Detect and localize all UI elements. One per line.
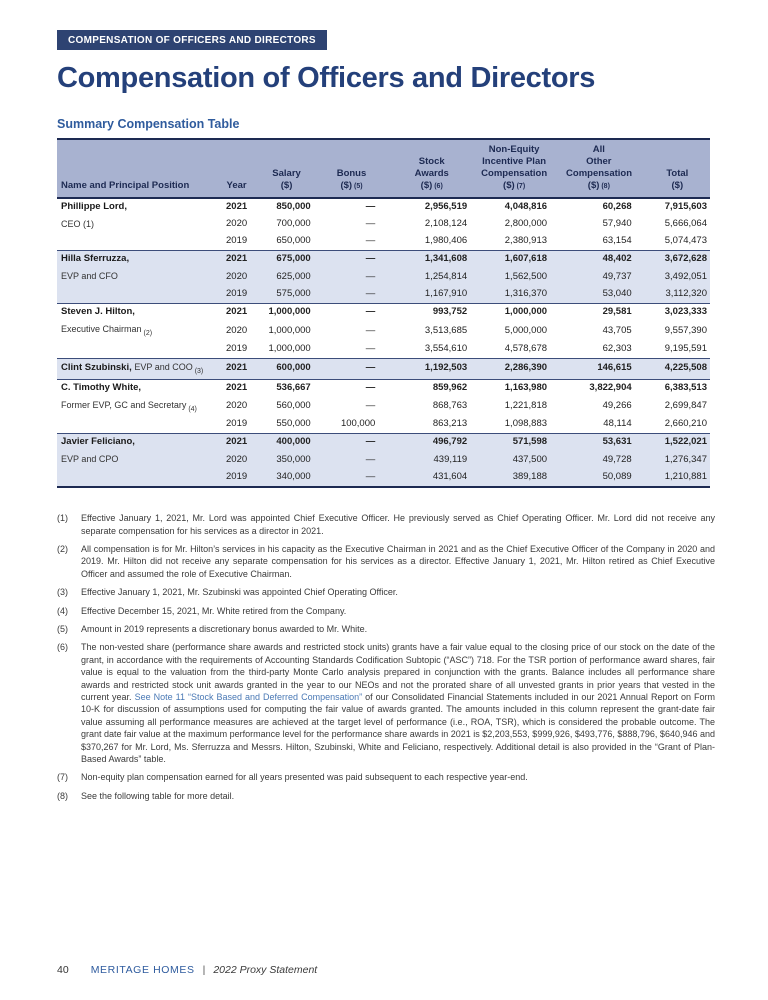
salary-cell: 1,000,000 bbox=[268, 342, 311, 354]
bonus-cell: 100,000 bbox=[340, 418, 376, 430]
table-row bbox=[57, 397, 710, 417]
bonus-cell: — bbox=[325, 268, 394, 286]
page-footer bbox=[57, 964, 317, 976]
executive-title: EVP and CPO bbox=[61, 454, 119, 465]
column-header-total: Total ($) bbox=[645, 139, 710, 198]
salary-cell: 700,000 bbox=[276, 218, 311, 230]
salary-cell: 536,667 bbox=[259, 379, 324, 396]
salary-cell: 625,000 bbox=[259, 268, 324, 286]
executive-name-cell bbox=[57, 286, 214, 303]
executive-name-cell bbox=[57, 469, 214, 487]
total-cell: 6,383,513 bbox=[645, 379, 710, 396]
footnote-item bbox=[57, 543, 715, 580]
table-row bbox=[57, 341, 710, 358]
executive-name-cell bbox=[57, 268, 214, 286]
neip-cell: 5,000,000 bbox=[504, 324, 548, 336]
neip-cell: 1,607,618 bbox=[478, 251, 563, 268]
executive-title: EVP and COO $_{(3)}$ bbox=[134, 361, 204, 375]
stock-cell: 3,513,685 bbox=[424, 324, 468, 336]
column-header-other: All Other Compensation ($) (8) bbox=[563, 139, 645, 198]
column-header-neip: Non-Equity Incentive Plan Compensation ($) (7) bbox=[478, 139, 563, 198]
year-cell: 2021 bbox=[214, 434, 260, 451]
footnote-item bbox=[57, 586, 715, 598]
executive-name-cell bbox=[57, 251, 214, 268]
footnote-text: Effective December 15, 2021, Mr. White retired from the Company. bbox=[81, 605, 347, 616]
table-row bbox=[57, 198, 710, 216]
total-cell: 3,023,333 bbox=[645, 304, 710, 321]
year-cell: 2020 bbox=[226, 400, 248, 412]
brand-name: MERITAGE HOMES bbox=[90, 964, 195, 976]
stock-cell: 863,213 bbox=[432, 418, 468, 430]
executive-name: Phillippe Lord, bbox=[61, 200, 127, 212]
neip-cell: 389,188 bbox=[478, 469, 563, 487]
table-row bbox=[57, 358, 710, 379]
other-cell: 57,940 bbox=[602, 218, 632, 230]
footnote-text: Non-equity plan compensation earned for all years presented was paid subsequent to each respective year-end. bbox=[81, 772, 528, 783]
table-row bbox=[57, 416, 710, 433]
executive-title: Executive Chairman $_{(2)}$ bbox=[61, 324, 153, 337]
table-row bbox=[57, 233, 710, 250]
table-row bbox=[57, 321, 710, 341]
note-11-link[interactable]: See Note 11 “Stock Based and Deferred Compensation” bbox=[134, 692, 363, 703]
footnote-text: See the following table for more detail. bbox=[81, 790, 235, 801]
executive-name-cell bbox=[57, 451, 214, 469]
other-cell: 3,822,904 bbox=[563, 379, 645, 396]
year-cell: 2020 bbox=[226, 218, 248, 230]
other-cell: 43,705 bbox=[602, 324, 632, 336]
neip-cell: 1,098,883 bbox=[504, 418, 548, 430]
total-cell: 1,276,347 bbox=[645, 451, 710, 469]
total-cell: 5,074,473 bbox=[664, 235, 707, 247]
footnote-text-segment: The non-vested share (performance share awards and restricted stock units) grants have a fair value equal to the closing price of our stock on the date of the grant, in accordance with the requirements of Accounting Standards Codification Subtopic (“ASC”) 718. For the TSR portion of performance award shares, fair value is equal to the valuation from the third-party Monte Carlo analysis prepared in conjunction with the grants. Balance includes all performance share awards and restricted stock unit awards granted in the year to our NEOs and not the prorated share of all unvested grants in prior years that vested in the current year. bbox=[81, 642, 715, 703]
footnote-number: (6) bbox=[57, 642, 68, 653]
salary-cell: 575,000 bbox=[259, 286, 324, 303]
total-cell: 3,672,628 bbox=[645, 251, 710, 268]
table-row bbox=[57, 434, 710, 451]
total-cell: 3,112,320 bbox=[645, 286, 710, 303]
footnote-item bbox=[57, 605, 715, 617]
neip-cell: 437,500 bbox=[478, 451, 563, 469]
table-header-row bbox=[57, 139, 710, 198]
total-cell: 5,666,064 bbox=[664, 218, 707, 230]
bonus-cell: — bbox=[325, 286, 394, 303]
stock-cell: 1,254,814 bbox=[393, 268, 478, 286]
other-cell: 50,089 bbox=[563, 469, 645, 487]
year-cell: 2019 bbox=[214, 469, 260, 487]
summary-compensation-table bbox=[57, 138, 710, 488]
stock-cell: 496,792 bbox=[393, 434, 478, 451]
table-body bbox=[57, 198, 710, 488]
neip-cell: 2,800,000 bbox=[504, 218, 548, 230]
table-row bbox=[57, 451, 710, 469]
column-header-bonus: Bonus ($) (5) bbox=[325, 139, 394, 198]
executive-title: CEO (1) bbox=[61, 218, 95, 229]
document-name: 2022 Proxy Statement bbox=[213, 964, 318, 976]
bonus-cell: — bbox=[365, 342, 376, 354]
salary-cell: 550,000 bbox=[276, 418, 311, 430]
executive-name-cell bbox=[57, 321, 214, 341]
executive-name-cell bbox=[57, 304, 214, 321]
other-cell: 49,266 bbox=[602, 400, 632, 412]
total-cell: 4,225,508 bbox=[645, 358, 710, 379]
bonus-cell: — bbox=[365, 218, 376, 230]
footnote-item bbox=[57, 641, 715, 765]
footer-separator: | bbox=[202, 964, 206, 976]
footnote-item bbox=[57, 771, 715, 783]
stock-cell: 1,980,406 bbox=[424, 235, 468, 247]
executive-name-cell bbox=[57, 358, 214, 379]
neip-cell: 1,562,500 bbox=[478, 268, 563, 286]
stock-cell: 2,956,519 bbox=[424, 200, 468, 212]
year-cell: 2019 bbox=[214, 286, 260, 303]
neip-cell: 4,048,816 bbox=[504, 200, 548, 212]
year-cell: 2021 bbox=[214, 358, 260, 379]
footnote-number: (7) bbox=[57, 772, 68, 783]
year-cell: 2019 bbox=[226, 235, 248, 247]
footnote-text: All compensation is for Mr. Hilton’s services in his capacity as the Executive Chairman in 2021 and as the Chief Executive Officer of the Company in 2020 and 2019. Mr. Hilton did not receive any separate compensation for his services as a director. Effective January 1, 2021, Mr. Hilton retired as Chief Executive Officer and assumed the role of Executive Chairman. bbox=[81, 543, 715, 579]
total-cell: 9,557,390 bbox=[664, 324, 707, 336]
neip-cell: 1,316,370 bbox=[478, 286, 563, 303]
year-cell: 2021 bbox=[226, 200, 248, 212]
other-cell: 49,737 bbox=[563, 268, 645, 286]
year-cell: 2021 bbox=[214, 304, 260, 321]
other-cell: 29,581 bbox=[563, 304, 645, 321]
section-eyebrow-banner: COMPENSATION OF OFFICERS AND DIRECTORS bbox=[57, 30, 327, 50]
salary-cell: 560,000 bbox=[276, 400, 311, 412]
footnote-number: (5) bbox=[57, 623, 68, 634]
footnote-text: Amount in 2019 represents a discretionary bonus awarded to Mr. White. bbox=[81, 623, 368, 634]
salary-cell: 650,000 bbox=[276, 235, 311, 247]
bonus-cell: — bbox=[365, 324, 376, 336]
table-section-title: Summary Compensation Table bbox=[57, 117, 240, 131]
other-cell: 62,303 bbox=[602, 342, 632, 354]
executive-name-cell bbox=[57, 198, 214, 216]
salary-cell: 1,000,000 bbox=[268, 324, 311, 336]
stock-cell: 2,108,124 bbox=[424, 218, 468, 230]
other-cell: 53,040 bbox=[563, 286, 645, 303]
table-head bbox=[57, 139, 710, 198]
neip-cell: 2,380,913 bbox=[504, 235, 548, 247]
executive-title: Former EVP, GC and Secretary $_{(4)}$ bbox=[61, 399, 197, 413]
table-row bbox=[57, 379, 710, 396]
neip-cell: 571,598 bbox=[478, 434, 563, 451]
column-header-year: Year bbox=[214, 139, 260, 198]
table-row bbox=[57, 268, 710, 286]
footnote-item bbox=[57, 623, 715, 635]
column-header-name: Name and Principal Position bbox=[57, 139, 214, 198]
footnote-text: Effective January 1, 2021, Mr. Lord was appointed Chief Executive Officer. He previously served as Chief Operating Officer. Mr. Lord did not receive any separate compensation for his services as a director in 2021. bbox=[81, 513, 715, 536]
salary-cell: 400,000 bbox=[259, 434, 324, 451]
footnote-item bbox=[57, 512, 715, 537]
footnote-text bbox=[81, 641, 715, 765]
table-row bbox=[57, 216, 710, 234]
other-cell: 146,615 bbox=[563, 358, 645, 379]
total-cell: 1,522,021 bbox=[645, 434, 710, 451]
salary-cell: 350,000 bbox=[259, 451, 324, 469]
bonus-cell: — bbox=[365, 400, 376, 412]
neip-cell: 1,221,818 bbox=[504, 400, 548, 412]
footnote-text-segment: of our Consolidated Financial Statements included in our 2021 Annual Report on Form 10-K for discussion of assumptions used for computing the fair value of awards granted. The amounts included in this column represent the grant-date fair value assuming all performance measures are achieved at the target level of performance (i.e., ROA, TSR), which is considered the probable outcome. The grant date fair value at the maximum performance level for the performance share awards in 2021 is $2,203,553, $999,926, $493,776, $888,796, $640,946 and $370,267 for Mr. Lord, Ms. Sferruzza and Messrs. Hilton, Szubinski, White and Feliciano, respectively. Additional detail is also provided in the “Grant of Plan-Based Awards” table. bbox=[81, 692, 715, 765]
neip-cell: 1,000,000 bbox=[478, 304, 563, 321]
column-header-salary: Salary ($) bbox=[259, 139, 324, 198]
footnote-number: (1) bbox=[57, 513, 68, 524]
salary-cell: 850,000 bbox=[276, 200, 311, 212]
executive-name: Hilla Sferruzza, bbox=[61, 253, 130, 265]
stock-cell: 859,962 bbox=[393, 379, 478, 396]
footnote-number: (8) bbox=[57, 790, 68, 801]
stock-cell: 439,119 bbox=[393, 451, 478, 469]
stock-cell: 431,604 bbox=[393, 469, 478, 487]
executive-name-cell bbox=[57, 216, 214, 234]
year-cell: 2019 bbox=[226, 342, 248, 354]
total-cell: 1,210,881 bbox=[645, 469, 710, 487]
footnote-number: (2) bbox=[57, 543, 68, 554]
total-cell: 7,915,603 bbox=[664, 200, 707, 212]
stock-cell: 1,167,910 bbox=[393, 286, 478, 303]
other-cell: 48,402 bbox=[563, 251, 645, 268]
year-cell: 2021 bbox=[214, 251, 260, 268]
bonus-cell: — bbox=[365, 200, 376, 212]
neip-cell: 2,286,390 bbox=[478, 358, 563, 379]
executive-name-cell bbox=[57, 233, 214, 250]
neip-cell: 1,163,980 bbox=[478, 379, 563, 396]
salary-cell: 340,000 bbox=[259, 469, 324, 487]
other-cell: 48,114 bbox=[603, 418, 632, 430]
year-cell: 2021 bbox=[214, 379, 260, 396]
neip-cell: 4,578,678 bbox=[504, 342, 548, 354]
executive-name: Steven J. Hilton, bbox=[61, 306, 135, 318]
other-cell: 53,631 bbox=[563, 434, 645, 451]
total-cell: 2,660,210 bbox=[664, 418, 707, 430]
executive-name: C. Timothy White, bbox=[61, 381, 142, 393]
bonus-cell: — bbox=[325, 469, 394, 487]
table-row bbox=[57, 469, 710, 487]
bonus-cell: — bbox=[325, 451, 394, 469]
bonus-cell: — bbox=[365, 235, 376, 247]
other-cell: 60,268 bbox=[602, 200, 632, 212]
executive-title: EVP and CFO bbox=[61, 271, 118, 282]
executive-name-cell bbox=[57, 416, 214, 433]
executive-name: Javier Feliciano, bbox=[61, 436, 135, 448]
page-title: Compensation of Officers and Directors bbox=[57, 62, 596, 94]
stock-cell: 868,763 bbox=[432, 400, 468, 412]
year-cell: 2019 bbox=[226, 418, 248, 430]
other-cell: 49,728 bbox=[563, 451, 645, 469]
executive-name: Clint Szubinski, bbox=[61, 361, 132, 373]
stock-cell: 1,192,503 bbox=[393, 358, 478, 379]
salary-cell: 600,000 bbox=[259, 358, 324, 379]
executive-name-cell bbox=[57, 341, 214, 358]
total-cell: 9,195,591 bbox=[664, 342, 707, 354]
footnote-text: Effective January 1, 2021, Mr. Szubinski was appointed Chief Operating Officer. bbox=[81, 587, 398, 598]
bonus-cell: — bbox=[325, 251, 394, 268]
bonus-cell: — bbox=[325, 434, 394, 451]
bonus-cell: — bbox=[325, 379, 394, 396]
executive-name-cell bbox=[57, 434, 214, 451]
stock-cell: 993,752 bbox=[393, 304, 478, 321]
table-row bbox=[57, 251, 710, 268]
footnote-number: (4) bbox=[57, 605, 68, 616]
stock-cell: 3,554,610 bbox=[424, 342, 468, 354]
stock-cell: 1,341,608 bbox=[393, 251, 478, 268]
salary-cell: 1,000,000 bbox=[259, 304, 324, 321]
year-cell: 2020 bbox=[226, 324, 248, 336]
bonus-cell: — bbox=[325, 304, 394, 321]
table-row bbox=[57, 286, 710, 303]
executive-name-cell bbox=[57, 379, 214, 396]
footnotes-list bbox=[57, 512, 715, 802]
footnote-item bbox=[57, 790, 715, 802]
executive-name-cell bbox=[57, 397, 214, 417]
total-cell: 3,492,051 bbox=[645, 268, 710, 286]
other-cell: 63,154 bbox=[602, 235, 632, 247]
page-number: 40 bbox=[57, 964, 69, 976]
table-row bbox=[57, 304, 710, 321]
total-cell: 2,699,847 bbox=[664, 400, 707, 412]
year-cell: 2020 bbox=[214, 268, 260, 286]
year-cell: 2020 bbox=[214, 451, 260, 469]
salary-cell: 675,000 bbox=[259, 251, 324, 268]
footnote-number: (3) bbox=[57, 587, 68, 598]
bonus-cell: — bbox=[325, 358, 394, 379]
column-header-stock: Stock Awards ($) (6) bbox=[393, 139, 478, 198]
